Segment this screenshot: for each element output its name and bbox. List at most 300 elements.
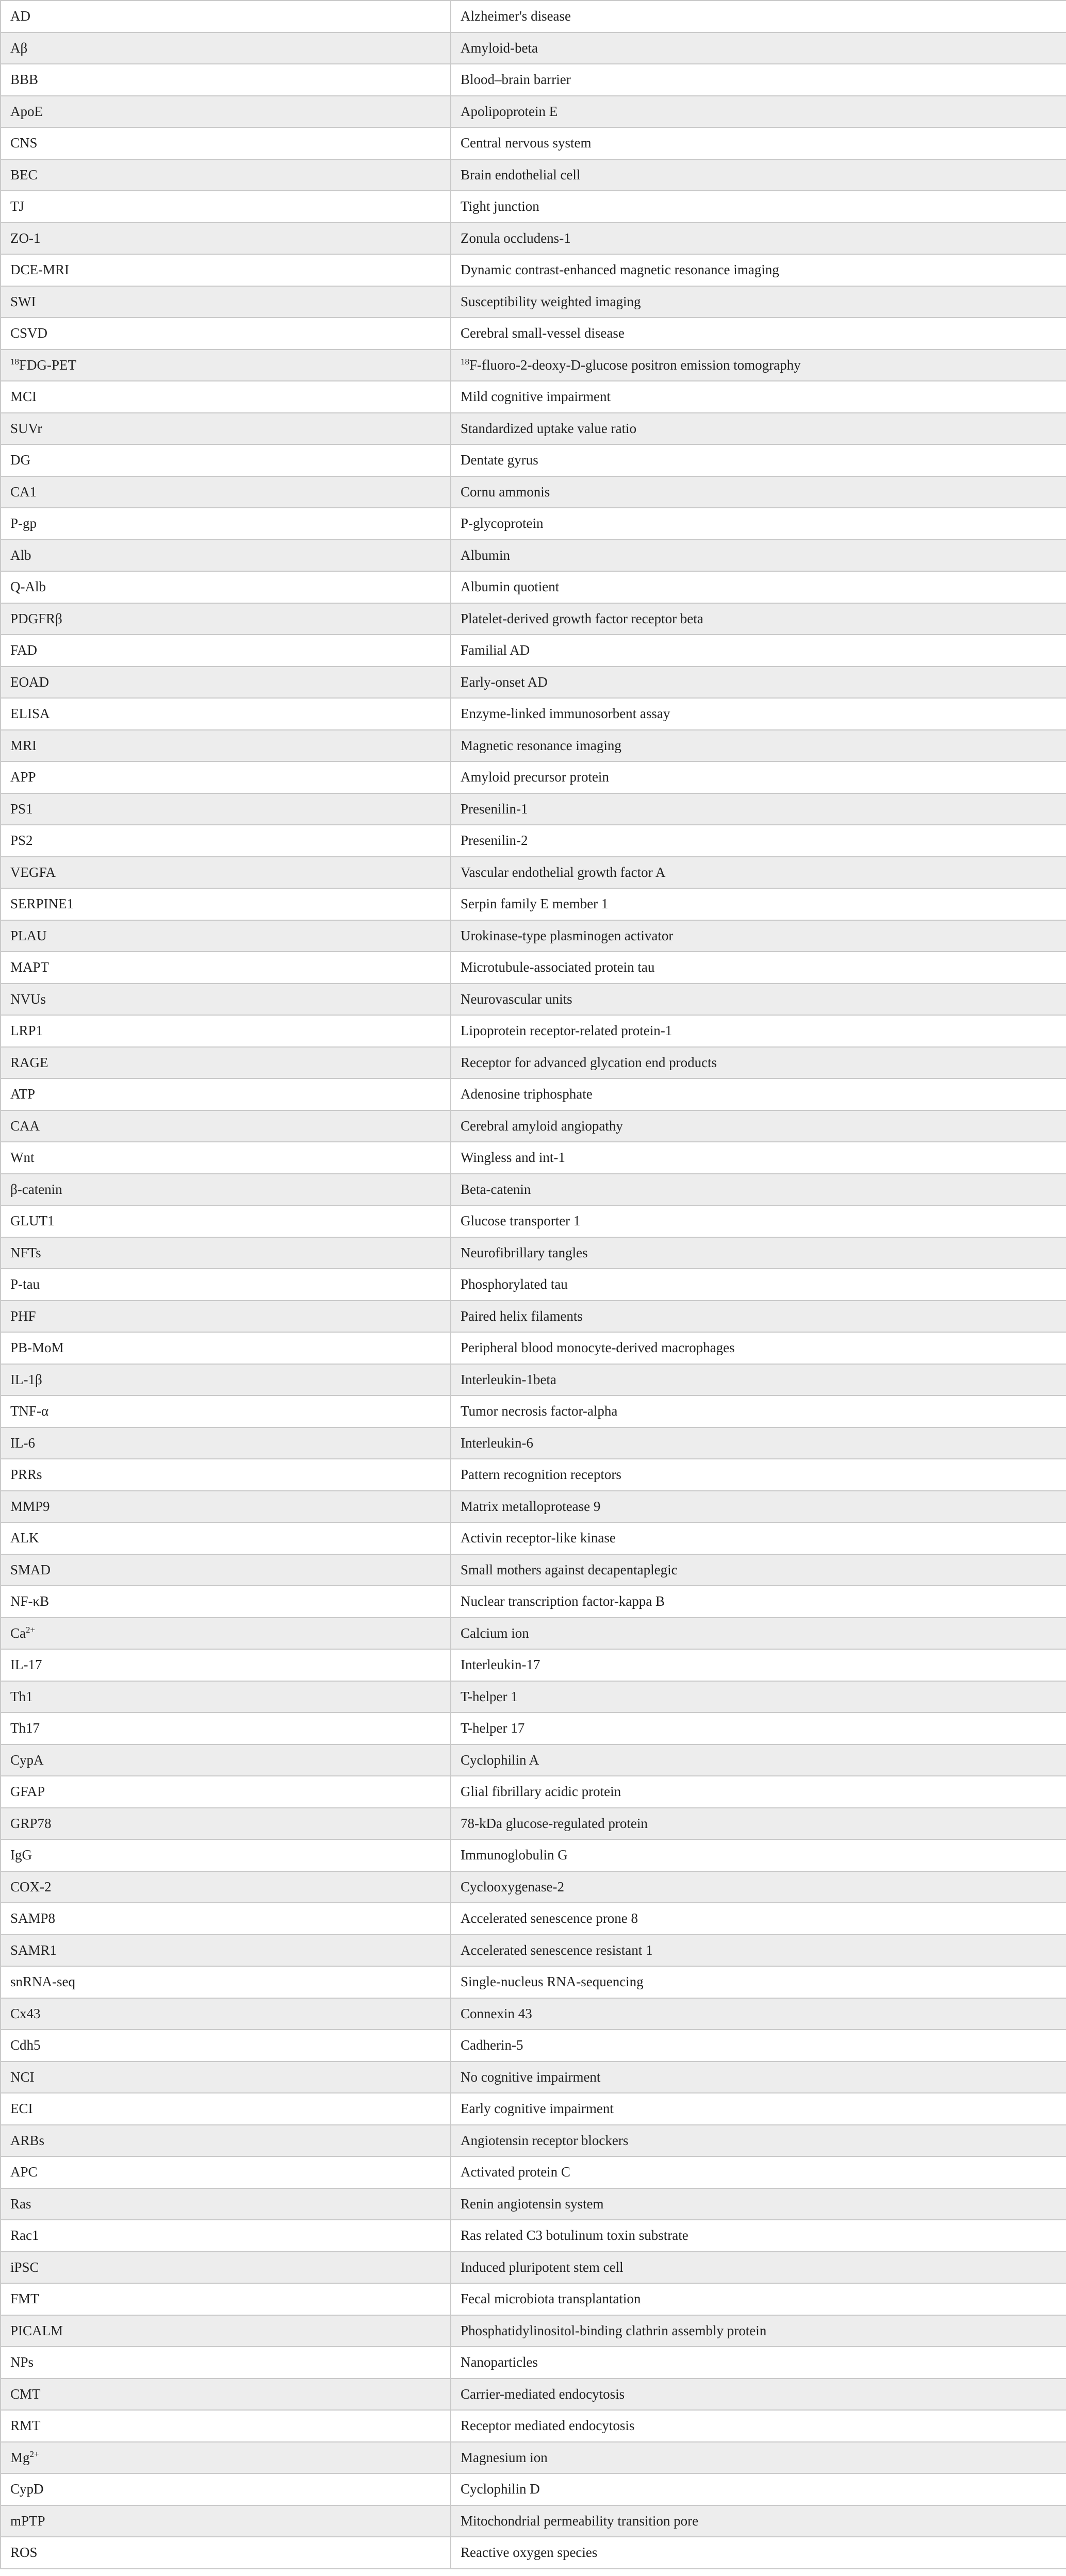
definition-cell [451, 444, 1066, 476]
abbreviation-text: IL-1β [10, 1371, 42, 1387]
definition-cell [451, 64, 1066, 96]
abbreviation-cell [1, 1776, 451, 1808]
abbreviation-cell [1, 1459, 451, 1491]
abbreviation-cell [1, 1332, 451, 1364]
definition-cell [451, 191, 1066, 223]
definition-text: Peripheral blood monocyte-derived macrophages [461, 1340, 735, 1356]
definition-text: Vascular endothelial growth factor A [461, 864, 666, 880]
abbreviation-cell [1, 127, 451, 159]
definition-cell [451, 413, 1066, 445]
abbreviation-cell [1, 1047, 451, 1079]
table-row [1, 1871, 1066, 1903]
abbreviation-text: Th1 [10, 1688, 33, 1704]
table-row [1, 2379, 1066, 2411]
definition-text: Calcium ion [461, 1625, 529, 1641]
definition-cell [451, 1237, 1066, 1269]
abbreviation-text: Cx43 [10, 2005, 41, 2021]
definition-cell [451, 318, 1066, 350]
table-row [1, 888, 1066, 920]
abbreviation-cell [1, 1966, 451, 1998]
abbreviation-text: GFAP [10, 1784, 45, 1800]
abbreviation-cell [1, 1554, 451, 1586]
definition-text: Brain endothelial cell [461, 167, 581, 182]
abbreviation-cell [1, 635, 451, 667]
abbreviation-text: CNS [10, 135, 38, 151]
definition-cell [451, 2188, 1066, 2220]
abbreviation-text: DG [10, 452, 30, 468]
definition-cell [451, 635, 1066, 667]
definition-text: Serpin family E member 1 [461, 896, 609, 912]
abbreviation-text: FMT [10, 2291, 39, 2307]
definition-cell [451, 1142, 1066, 1174]
abbreviation-text: VEGFA [10, 864, 56, 880]
definition-cell [451, 1871, 1066, 1903]
definition-text: T-helper 1 [461, 1688, 518, 1704]
definition-text: Connexin 43 [461, 2005, 532, 2021]
abbreviation-cell [1, 1, 451, 32]
definition-text: Phosphatidylinositol-binding clathrin assembly protein [461, 2322, 767, 2338]
abbreviation-cell [1, 2220, 451, 2252]
abbreviation-text: PRRs [10, 1467, 42, 1483]
abbreviation-cell [1, 1935, 451, 1967]
abbreviation-text: ELISA [10, 706, 50, 722]
abbreviation-text: SMAD [10, 1561, 51, 1577]
abbreviation-text: ARBs [10, 2132, 45, 2148]
table-row [1, 1776, 1066, 1808]
abbreviation-text: COX-2 [10, 1879, 52, 1894]
definition-text: Tight junction [461, 198, 539, 214]
definition-cell [451, 2156, 1066, 2188]
definition-cell [451, 1078, 1066, 1110]
abbreviation-text: P-tau [10, 1276, 40, 1292]
table-row [1, 1586, 1066, 1618]
abbreviation-cell [1, 96, 451, 128]
definition-cell [451, 1839, 1066, 1871]
abbreviation-text: CypA [10, 1752, 44, 1768]
abbreviation-cell [1, 2315, 451, 2347]
definition-text: Ras related C3 botulinum toxin substrate [461, 2228, 688, 2243]
table-row [1, 1459, 1066, 1491]
definition-cell [451, 1301, 1066, 1333]
definition-cell [451, 1618, 1066, 1650]
abbreviation-cell [1, 1522, 451, 1554]
definition-text: Reactive oxygen species [461, 2545, 598, 2561]
abbreviation-cell [1, 1744, 451, 1776]
definition-text: Adenosine triphosphate [461, 1086, 593, 1102]
definition-cell [451, 96, 1066, 128]
definition-text: Cerebral small-vessel disease [461, 325, 625, 341]
abbreviation-cell [1, 444, 451, 476]
table-row [1, 2093, 1066, 2125]
abbreviation-superscript: 2+ [29, 2449, 39, 2459]
abbreviation-text: PB-MoM [10, 1340, 64, 1356]
abbreviation-text: ZO-1 [10, 230, 41, 246]
table-row [1, 476, 1066, 508]
abbreviation-cell [1, 476, 451, 508]
definition-cell [451, 381, 1066, 413]
table-row [1, 381, 1066, 413]
definition-cell [451, 2062, 1066, 2093]
definition-text: Magnetic resonance imaging [461, 737, 621, 753]
abbreviation-text: TJ [10, 198, 24, 214]
definition-cell [451, 32, 1066, 64]
table-row [1, 1269, 1066, 1301]
definition-text: Magnesium ion [461, 2449, 548, 2465]
definition-cell [451, 1713, 1066, 1744]
abbreviation-cell [1, 1586, 451, 1618]
table-row [1, 571, 1066, 603]
definition-cell [451, 2473, 1066, 2505]
abbreviation-text: FAD [10, 642, 38, 658]
abbreviation-cell [1, 2473, 451, 2505]
abbreviation-cell [1, 1015, 451, 1047]
definition-text: Interleukin-6 [461, 1435, 533, 1451]
table-row [1, 2473, 1066, 2505]
abbreviation-cell [1, 667, 451, 699]
definition-cell [451, 2125, 1066, 2157]
table-row [1, 286, 1066, 318]
abbreviation-text: Q-Alb [10, 579, 46, 595]
abbreviation-text: RMT [10, 2418, 41, 2434]
abbreviation-cell [1, 2442, 451, 2474]
abbreviation-text: PS1 [10, 801, 33, 817]
abbreviation-cell [1, 1871, 451, 1903]
definition-cell [451, 1808, 1066, 1840]
abbreviation-text: SAMP8 [10, 1910, 56, 1926]
abbreviation-text: Wnt [10, 1150, 35, 1166]
abbreviation-text: BBB [10, 72, 39, 88]
definition-text: Nuclear transcription factor-kappa B [461, 1593, 665, 1609]
abbreviation-cell [1, 1364, 451, 1396]
table-row [1, 1427, 1066, 1459]
abbreviation-cell [1, 318, 451, 350]
definition-text: Neurovascular units [461, 991, 572, 1007]
abbreviation-text: PLAU [10, 927, 47, 943]
abbreviation-cell [1, 508, 451, 540]
definition-cell [451, 223, 1066, 255]
definition-cell [451, 984, 1066, 1016]
definition-text: Activin receptor-like kinase [461, 1530, 616, 1546]
definition-cell [451, 888, 1066, 920]
definition-text: Carrier-mediated endocytosis [461, 2386, 625, 2402]
table-row [1, 1110, 1066, 1142]
definition-cell [451, 1935, 1066, 1967]
definition-cell [451, 1015, 1066, 1047]
definition-cell [451, 254, 1066, 286]
definition-text: Cyclophilin A [461, 1752, 539, 1768]
definition-text: Renin angiotensin system [461, 2196, 604, 2212]
definition-text: Microtubule-associated protein tau [461, 959, 655, 975]
abbreviation-cell [1, 2093, 451, 2125]
table-row [1, 1491, 1066, 1523]
abbreviation-text: Ras [10, 2196, 31, 2212]
table-row [1, 350, 1066, 381]
table-row [1, 1808, 1066, 1840]
table-row [1, 191, 1066, 223]
table-row [1, 1649, 1066, 1681]
abbreviation-text: ECI [10, 2101, 33, 2117]
abbreviation-text: BEC [10, 167, 38, 182]
definition-text: Presenilin-2 [461, 833, 528, 849]
table-row [1, 96, 1066, 128]
definition-cell [451, 793, 1066, 825]
definition-text: Tumor necrosis factor-alpha [461, 1403, 618, 1419]
abbreviation-text: FDG-PET [19, 357, 77, 373]
definition-text: Nanoparticles [461, 2354, 538, 2370]
table-row [1, 223, 1066, 255]
abbreviation-text: Mg [10, 2449, 30, 2465]
definition-text: Blood–brain barrier [461, 72, 571, 88]
abbreviation-text: NFTs [10, 1244, 41, 1260]
abbreviation-cell [1, 952, 451, 984]
definition-text: Familial AD [461, 642, 530, 658]
definition-text: Early-onset AD [461, 674, 548, 690]
definition-text: Immunoglobulin G [461, 1847, 568, 1863]
definition-cell [451, 2093, 1066, 2125]
definition-text: Wingless and int-1 [461, 1150, 565, 1166]
abbreviation-cell [1, 603, 451, 635]
table-row [1, 64, 1066, 96]
table-row [1, 1, 1066, 32]
table-row [1, 952, 1066, 984]
table-row [1, 1935, 1066, 1967]
table-row [1, 730, 1066, 762]
abbreviation-cell [1, 1649, 451, 1681]
abbreviation-text: SWI [10, 293, 36, 309]
abbreviation-text: NF-κB [10, 1593, 50, 1609]
abbreviation-text: Ca [10, 1625, 26, 1641]
table-row [1, 159, 1066, 191]
definition-text: P-glycoprotein [461, 516, 544, 531]
abbreviation-cell [1, 2156, 451, 2188]
abbreviation-cell [1, 223, 451, 255]
abbreviation-text: LRP1 [10, 1023, 43, 1039]
definition-cell [451, 2283, 1066, 2315]
abbreviation-cell [1, 1110, 451, 1142]
definition-text: Mild cognitive impairment [461, 389, 611, 405]
definition-text: T-helper 17 [461, 1720, 525, 1736]
abbreviation-superscript: 18 [10, 356, 19, 367]
abbreviation-text: MMP9 [10, 1498, 50, 1514]
definition-cell [451, 730, 1066, 762]
definition-text: Activated protein C [461, 2164, 570, 2180]
definition-text: Receptor for advanced glycation end products [461, 1054, 717, 1070]
table-row [1, 1681, 1066, 1713]
table-row [1, 1364, 1066, 1396]
abbreviation-cell [1, 1998, 451, 2030]
abbreviation-text: ApoE [10, 103, 43, 119]
abbreviation-text: PS2 [10, 833, 33, 849]
abbreviation-text: CypD [10, 2481, 44, 2497]
abbreviation-cell [1, 1237, 451, 1269]
abbreviation-text: PDGFRβ [10, 610, 62, 626]
table-row [1, 2537, 1066, 2569]
definition-text: Glucose transporter 1 [461, 1213, 581, 1229]
abbreviation-cell [1, 32, 451, 64]
definition-cell [451, 1205, 1066, 1237]
table-row [1, 698, 1066, 730]
definition-text: Platelet-derived growth factor receptor beta [461, 610, 703, 626]
table-row [1, 1015, 1066, 1047]
table-row [1, 920, 1066, 952]
abbreviation-text: NVUs [10, 991, 46, 1007]
table-row [1, 2062, 1066, 2093]
abbreviation-cell [1, 571, 451, 603]
definition-cell [451, 571, 1066, 603]
abbreviation-cell [1, 1301, 451, 1333]
definition-text: Interleukin-17 [461, 1657, 540, 1673]
abbreviation-cell [1, 1078, 451, 1110]
definition-cell [451, 1395, 1066, 1427]
definition-cell [451, 2220, 1066, 2252]
definition-cell [451, 1174, 1066, 1206]
table-row [1, 1047, 1066, 1079]
definition-text: Alzheimer's disease [461, 8, 571, 24]
abbreviation-text: MAPT [10, 959, 50, 975]
abbreviation-text: Rac1 [10, 2228, 39, 2243]
definition-cell [451, 159, 1066, 191]
abbreviation-cell [1, 730, 451, 762]
abbreviation-text: EOAD [10, 674, 49, 690]
definition-cell [451, 698, 1066, 730]
definition-text: Standardized uptake value ratio [461, 420, 637, 436]
definition-cell [451, 2442, 1066, 2474]
definition-text: 78-kDa glucose-regulated protein [461, 1815, 648, 1831]
definition-text: Small mothers against decapentaplegic [461, 1561, 678, 1577]
definition-text: Cornu ammonis [461, 484, 550, 500]
abbreviation-cell [1, 2379, 451, 2411]
abbreviation-text: Alb [10, 547, 31, 563]
definition-text: F-fluoro-2-deoxy-D-glucose positron emission tomography [469, 357, 801, 373]
abbreviation-cell [1, 2347, 451, 2379]
abbreviation-text: GRP78 [10, 1815, 52, 1831]
table-row [1, 1301, 1066, 1333]
table-row [1, 2347, 1066, 2379]
definition-cell [451, 1522, 1066, 1554]
table-row [1, 1618, 1066, 1650]
definition-text: Accelerated senescence resistant 1 [461, 1942, 653, 1958]
abbreviation-text: iPSC [10, 2259, 39, 2275]
abbreviation-cell [1, 286, 451, 318]
definition-text: Urokinase-type plasminogen activator [461, 927, 674, 943]
definition-cell [451, 1332, 1066, 1364]
abbreviation-cell [1, 857, 451, 889]
definition-cell [451, 2252, 1066, 2284]
abbreviation-text: SAMR1 [10, 1942, 57, 1958]
definition-cell [451, 952, 1066, 984]
table-row [1, 508, 1066, 540]
definition-cell [451, 920, 1066, 952]
abbreviation-text: SERPINE1 [10, 896, 74, 912]
abbreviation-text: CA1 [10, 484, 37, 500]
abbreviation-cell [1, 1618, 451, 1650]
definition-cell [451, 508, 1066, 540]
definition-superscript: 18 [461, 356, 469, 367]
abbreviation-cell [1, 191, 451, 223]
definition-cell [451, 667, 1066, 699]
table-row [1, 1078, 1066, 1110]
definition-cell [451, 1427, 1066, 1459]
abbreviation-cell [1, 381, 451, 413]
definition-cell [451, 825, 1066, 857]
abbreviation-cell [1, 2125, 451, 2157]
table-row [1, 1522, 1066, 1554]
definition-cell [451, 1, 1066, 32]
table-row [1, 603, 1066, 635]
abbreviation-cell [1, 1808, 451, 1840]
abbreviation-text: CAA [10, 1118, 40, 1134]
definition-text: Cyclophilin D [461, 2481, 540, 2497]
abbreviation-text: MRI [10, 737, 37, 753]
table-row [1, 1839, 1066, 1871]
abbreviation-cell [1, 2030, 451, 2062]
abbreviation-text: snRNA-seq [10, 1974, 75, 1990]
abbreviation-text: IL-17 [10, 1657, 42, 1673]
table-row [1, 32, 1066, 64]
definition-cell [451, 2410, 1066, 2442]
abbreviation-cell [1, 254, 451, 286]
table-row [1, 1395, 1066, 1427]
definition-text: Cadherin-5 [461, 2037, 523, 2053]
definition-cell [451, 1491, 1066, 1523]
abbreviation-cell [1, 2062, 451, 2093]
abbreviation-cell [1, 1142, 451, 1174]
abbreviation-cell [1, 761, 451, 793]
table-row [1, 857, 1066, 889]
table-row [1, 444, 1066, 476]
definition-cell [451, 1903, 1066, 1935]
definition-cell [451, 761, 1066, 793]
abbreviation-cell [1, 2283, 451, 2315]
definition-cell [451, 540, 1066, 572]
table-row [1, 1205, 1066, 1237]
table-row [1, 984, 1066, 1016]
definition-cell [451, 2315, 1066, 2347]
definition-cell [451, 1966, 1066, 1998]
definition-cell [451, 857, 1066, 889]
definition-text: Central nervous system [461, 135, 592, 151]
table-row [1, 2220, 1066, 2252]
abbreviation-cell [1, 2505, 451, 2537]
abbreviation-text: ROS [10, 2545, 38, 2561]
definition-text: Cerebral amyloid angiopathy [461, 1118, 623, 1134]
abbreviation-cell [1, 1174, 451, 1206]
abbreviation-text: PICALM [10, 2322, 63, 2338]
definition-cell [451, 1110, 1066, 1142]
abbreviation-cell [1, 1491, 451, 1523]
abbreviation-text: β-catenin [10, 1181, 62, 1197]
definition-text: Mitochondrial permeability transition pore [461, 2513, 699, 2529]
definition-text: Enzyme-linked immunosorbent assay [461, 706, 670, 722]
abbreviation-text: APP [10, 769, 36, 785]
abbreviation-text: RAGE [10, 1054, 48, 1070]
definition-cell [451, 1776, 1066, 1808]
abbreviation-cell [1, 1427, 451, 1459]
abbreviation-cell [1, 540, 451, 572]
definition-text: No cognitive impairment [461, 2069, 601, 2085]
definition-text: Cyclooxygenase-2 [461, 1879, 564, 1894]
table-row [1, 667, 1066, 699]
abbreviation-cell [1, 2188, 451, 2220]
abbreviation-text: PHF [10, 1308, 36, 1324]
abbreviation-text: TNF-α [10, 1403, 49, 1419]
abbreviation-text: P-gp [10, 516, 37, 531]
table-row [1, 2315, 1066, 2347]
definition-text: Presenilin-1 [461, 801, 528, 817]
abbreviation-text: IL-6 [10, 1435, 35, 1451]
table-row [1, 540, 1066, 572]
table-row [1, 2442, 1066, 2474]
